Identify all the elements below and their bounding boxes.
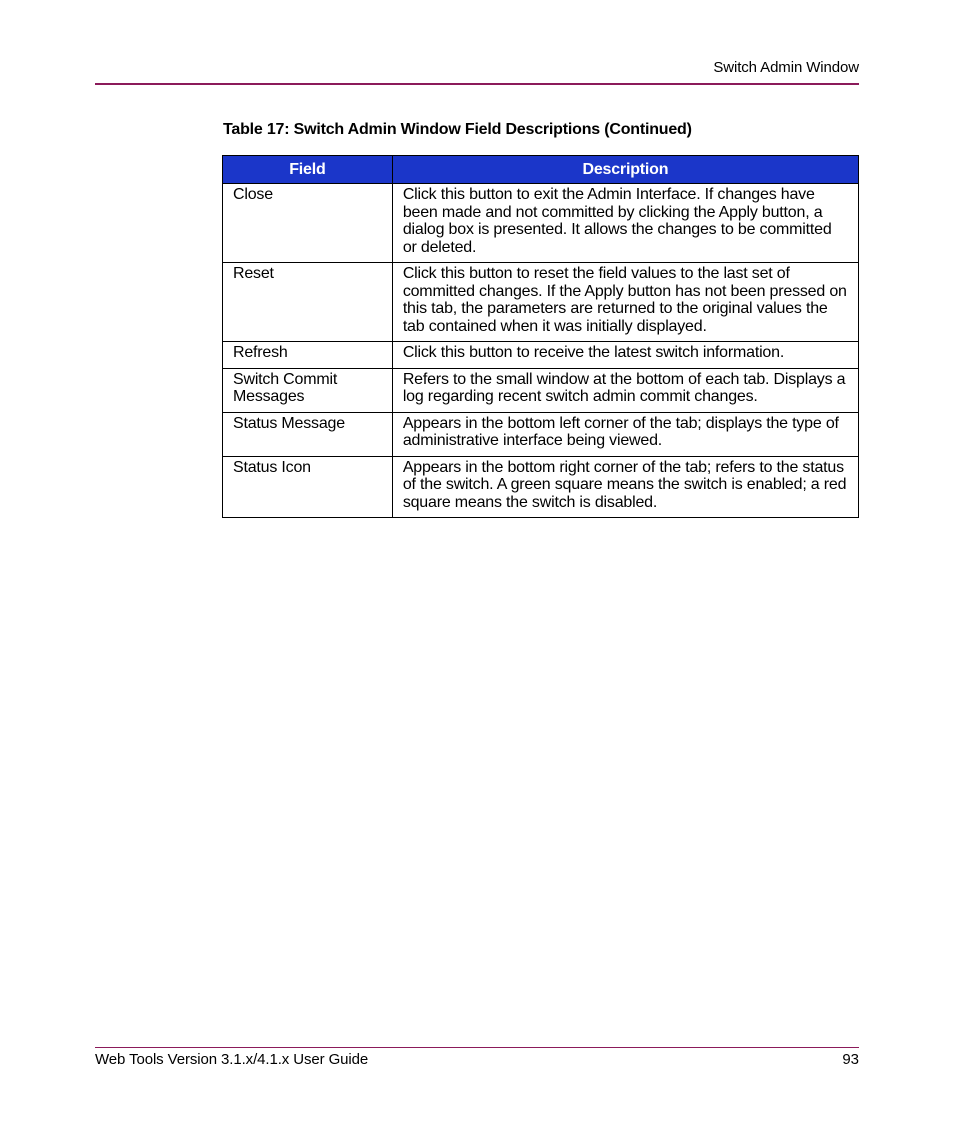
header-rule (95, 83, 859, 85)
table-row (223, 263, 859, 342)
page-number: 93 (842, 1051, 859, 1068)
description-cell: Click this button to exit the Admin Interface. If changes have been made and not committed by clicking the Apply button, a dialog box is presented. It allows the changes to be committed or deleted. (392, 184, 858, 263)
table-header-row (223, 156, 859, 184)
description-cell: Click this button to receive the latest switch information. (392, 342, 858, 369)
description-cell: Appears in the bottom right corner of the tab; refers to the status of the switch. A green square means the switch is enabled; a red square means the switch is disabled. (392, 456, 858, 518)
table-row (223, 412, 859, 456)
field-cell: Refresh (223, 342, 393, 369)
field-cell: Close (223, 184, 393, 263)
table-row (223, 368, 859, 412)
footer-guide-title: Web Tools Version 3.1.x/4.1.x User Guide (95, 1051, 369, 1068)
field-descriptions-table (222, 155, 859, 518)
footer-rule (95, 1047, 859, 1048)
field-cell: Reset (223, 263, 393, 342)
running-header: Switch Admin Window (713, 59, 859, 76)
field-cell: Switch Commit Messages (223, 368, 393, 412)
table-row (223, 342, 859, 369)
table-row (223, 456, 859, 518)
table-caption: Table 17: Switch Admin Window Field Descriptions (Continued) (223, 121, 692, 138)
description-cell: Click this button to reset the field values to the last set of committed changes. If the Apply button has not been pressed on this tab, the parameters are returned to the original values the tab contained when it was initially displayed. (392, 263, 858, 342)
description-cell: Appears in the bottom left corner of the tab; displays the type of administrative interface being viewed. (392, 412, 858, 456)
column-header-description: Description (392, 156, 858, 184)
table-row (223, 184, 859, 263)
field-cell: Status Message (223, 412, 393, 456)
field-cell: Status Icon (223, 456, 393, 518)
description-cell: Refers to the small window at the bottom of each tab. Displays a log regarding recent switch admin commit changes. (392, 368, 858, 412)
column-header-field: Field (223, 156, 393, 184)
